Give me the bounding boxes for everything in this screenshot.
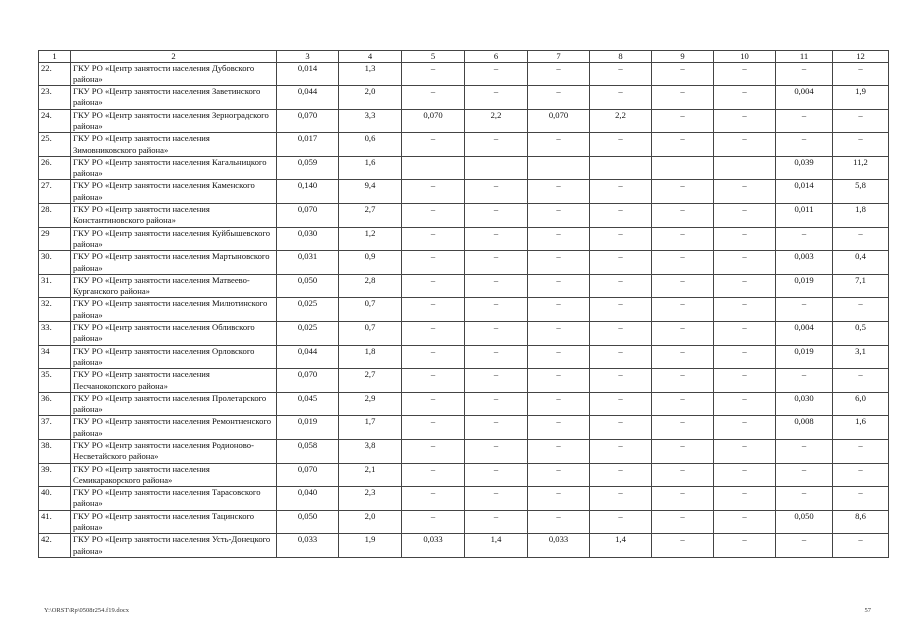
row-number-cell: 38. bbox=[39, 440, 71, 464]
value-cell: – bbox=[590, 298, 652, 322]
table-row bbox=[39, 369, 889, 393]
value-cell: – bbox=[590, 133, 652, 157]
table-row bbox=[39, 180, 889, 204]
value-cell: – bbox=[402, 440, 465, 464]
row-number-cell: 27. bbox=[39, 180, 71, 204]
value-cell: – bbox=[714, 392, 776, 416]
header-cell: 5 bbox=[402, 51, 465, 63]
value-cell bbox=[528, 156, 590, 180]
value-cell: – bbox=[714, 86, 776, 110]
value-cell: – bbox=[402, 487, 465, 511]
organization-name-cell: ГКУ РО «Центр занятости населения Каменского района» bbox=[71, 180, 277, 204]
value-cell: 2,1 bbox=[339, 463, 402, 487]
row-number-cell: 22. bbox=[39, 62, 71, 86]
value-cell: – bbox=[528, 440, 590, 464]
value-cell: – bbox=[652, 534, 714, 558]
value-cell: 0,044 bbox=[277, 345, 339, 369]
value-cell: 6,0 bbox=[833, 392, 889, 416]
value-cell: – bbox=[833, 298, 889, 322]
value-cell: 2,2 bbox=[465, 109, 528, 133]
table-row bbox=[39, 487, 889, 511]
value-cell: – bbox=[465, 133, 528, 157]
value-cell: – bbox=[714, 298, 776, 322]
value-cell: – bbox=[465, 62, 528, 86]
value-cell: 2,7 bbox=[339, 204, 402, 228]
value-cell: – bbox=[590, 204, 652, 228]
value-cell: – bbox=[402, 322, 465, 346]
table-row bbox=[39, 510, 889, 534]
header-cell: 7 bbox=[528, 51, 590, 63]
value-cell: 3,1 bbox=[833, 345, 889, 369]
value-cell: – bbox=[528, 62, 590, 86]
value-cell: 3,3 bbox=[339, 109, 402, 133]
organization-name-cell: ГКУ РО «Центр занятости населения Пролетарского района» bbox=[71, 392, 277, 416]
organization-name-cell: ГКУ РО «Центр занятости населения Тарасовского района» bbox=[71, 487, 277, 511]
value-cell: – bbox=[776, 109, 833, 133]
value-cell: – bbox=[776, 62, 833, 86]
value-cell: – bbox=[590, 463, 652, 487]
value-cell: 0,7 bbox=[339, 298, 402, 322]
value-cell: – bbox=[652, 62, 714, 86]
value-cell: 0,070 bbox=[277, 109, 339, 133]
value-cell: – bbox=[590, 274, 652, 298]
value-cell: 1,4 bbox=[590, 534, 652, 558]
value-cell: – bbox=[465, 298, 528, 322]
value-cell: – bbox=[590, 322, 652, 346]
header-cell: 6 bbox=[465, 51, 528, 63]
organization-name-cell: ГКУ РО «Центр занятости населения Тацинского района» bbox=[71, 510, 277, 534]
value-cell: – bbox=[652, 463, 714, 487]
row-number-cell: 36. bbox=[39, 392, 71, 416]
value-cell: – bbox=[776, 487, 833, 511]
value-cell bbox=[590, 156, 652, 180]
organization-name-cell: ГКУ РО «Центр занятости населения Константиновского района» bbox=[71, 204, 277, 228]
value-cell: – bbox=[776, 369, 833, 393]
value-cell: – bbox=[528, 86, 590, 110]
value-cell: – bbox=[652, 204, 714, 228]
value-cell: – bbox=[590, 416, 652, 440]
row-number-cell: 42. bbox=[39, 534, 71, 558]
table-row bbox=[39, 227, 889, 251]
header-cell: 8 bbox=[590, 51, 652, 63]
value-cell: – bbox=[590, 251, 652, 275]
value-cell: 1,6 bbox=[339, 156, 402, 180]
table-row bbox=[39, 298, 889, 322]
header-cell: 4 bbox=[339, 51, 402, 63]
value-cell: – bbox=[465, 227, 528, 251]
value-cell: – bbox=[652, 109, 714, 133]
table-row bbox=[39, 440, 889, 464]
value-cell: 0,044 bbox=[277, 86, 339, 110]
value-cell: – bbox=[528, 345, 590, 369]
value-cell: – bbox=[402, 62, 465, 86]
value-cell: – bbox=[465, 322, 528, 346]
value-cell: 0,030 bbox=[776, 392, 833, 416]
value-cell: 8,6 bbox=[833, 510, 889, 534]
table-row bbox=[39, 133, 889, 157]
value-cell: 7,1 bbox=[833, 274, 889, 298]
value-cell: – bbox=[528, 133, 590, 157]
header-cell: 10 bbox=[714, 51, 776, 63]
value-cell: 0,003 bbox=[776, 251, 833, 275]
value-cell: – bbox=[776, 534, 833, 558]
value-cell: – bbox=[776, 440, 833, 464]
value-cell: – bbox=[714, 274, 776, 298]
value-cell: – bbox=[465, 392, 528, 416]
value-cell: 0,025 bbox=[277, 298, 339, 322]
row-number-cell: 25. bbox=[39, 133, 71, 157]
value-cell: 0,5 bbox=[833, 322, 889, 346]
value-cell: 2,7 bbox=[339, 369, 402, 393]
value-cell: – bbox=[528, 392, 590, 416]
value-cell: – bbox=[833, 463, 889, 487]
value-cell: – bbox=[528, 322, 590, 346]
value-cell: 0,008 bbox=[776, 416, 833, 440]
row-number-cell: 40. bbox=[39, 487, 71, 511]
value-cell: – bbox=[714, 487, 776, 511]
value-cell: – bbox=[833, 109, 889, 133]
value-cell: – bbox=[590, 345, 652, 369]
value-cell: 0,070 bbox=[402, 109, 465, 133]
value-cell: 0,014 bbox=[277, 62, 339, 86]
value-cell: – bbox=[402, 369, 465, 393]
value-cell: 0,031 bbox=[277, 251, 339, 275]
value-cell: 0,7 bbox=[339, 322, 402, 346]
value-cell: – bbox=[528, 487, 590, 511]
value-cell: – bbox=[528, 298, 590, 322]
organization-name-cell: ГКУ РО «Центр занятости населения Усть-Донецкого района» bbox=[71, 534, 277, 558]
value-cell: 0,004 bbox=[776, 86, 833, 110]
value-cell: 1,8 bbox=[339, 345, 402, 369]
value-cell: – bbox=[590, 440, 652, 464]
row-number-cell: 39. bbox=[39, 463, 71, 487]
value-cell: – bbox=[714, 180, 776, 204]
value-cell: 0,040 bbox=[277, 487, 339, 511]
value-cell: 2,9 bbox=[339, 392, 402, 416]
value-cell: – bbox=[590, 392, 652, 416]
value-cell: 3,8 bbox=[339, 440, 402, 464]
table-row bbox=[39, 251, 889, 275]
value-cell: – bbox=[652, 251, 714, 275]
value-cell: 0,050 bbox=[277, 274, 339, 298]
value-cell: – bbox=[652, 227, 714, 251]
row-number-cell: 23. bbox=[39, 86, 71, 110]
value-cell bbox=[652, 156, 714, 180]
value-cell: 0,050 bbox=[776, 510, 833, 534]
value-cell: 0,050 bbox=[277, 510, 339, 534]
value-cell: – bbox=[714, 440, 776, 464]
value-cell: 1,9 bbox=[339, 534, 402, 558]
value-cell: 0,9 bbox=[339, 251, 402, 275]
table-row bbox=[39, 345, 889, 369]
header-cell: 2 bbox=[71, 51, 277, 63]
value-cell: 2,0 bbox=[339, 510, 402, 534]
table-row bbox=[39, 86, 889, 110]
value-cell: 0,019 bbox=[776, 274, 833, 298]
value-cell: – bbox=[528, 416, 590, 440]
value-cell: 1,2 bbox=[339, 227, 402, 251]
value-cell: – bbox=[465, 180, 528, 204]
value-cell: – bbox=[714, 416, 776, 440]
table-row bbox=[39, 416, 889, 440]
value-cell: – bbox=[528, 369, 590, 393]
value-cell: – bbox=[652, 369, 714, 393]
value-cell: – bbox=[590, 487, 652, 511]
value-cell: – bbox=[776, 227, 833, 251]
value-cell: – bbox=[590, 62, 652, 86]
value-cell: – bbox=[714, 109, 776, 133]
row-number-cell: 28. bbox=[39, 204, 71, 228]
value-cell: – bbox=[652, 392, 714, 416]
value-cell: 0,019 bbox=[277, 416, 339, 440]
value-cell: 5,8 bbox=[833, 180, 889, 204]
value-cell: – bbox=[833, 440, 889, 464]
organization-name-cell: ГКУ РО «Центр занятости населения Мартыновского района» bbox=[71, 251, 277, 275]
value-cell: – bbox=[402, 204, 465, 228]
value-cell: 1,4 bbox=[465, 534, 528, 558]
value-cell: – bbox=[402, 251, 465, 275]
value-cell: – bbox=[714, 62, 776, 86]
footer-file-path: Y:\ORST\Rp\0508r254.f19.docx bbox=[44, 607, 129, 614]
value-cell: 2,2 bbox=[590, 109, 652, 133]
table-body bbox=[39, 51, 889, 558]
table-row bbox=[39, 392, 889, 416]
row-number-cell: 33. bbox=[39, 322, 71, 346]
value-cell: – bbox=[402, 133, 465, 157]
value-cell: 0,030 bbox=[277, 227, 339, 251]
value-cell: – bbox=[402, 416, 465, 440]
value-cell: – bbox=[465, 463, 528, 487]
header-cell: 11 bbox=[776, 51, 833, 63]
value-cell: – bbox=[714, 463, 776, 487]
organization-name-cell: ГКУ РО «Центр занятости населения Орловского района» bbox=[71, 345, 277, 369]
value-cell bbox=[402, 156, 465, 180]
value-cell: – bbox=[590, 180, 652, 204]
value-cell: – bbox=[652, 298, 714, 322]
value-cell: – bbox=[402, 227, 465, 251]
organization-name-cell: ГКУ РО «Центр занятости населения Кагальницкого района» bbox=[71, 156, 277, 180]
header-cell: 9 bbox=[652, 51, 714, 63]
value-cell: – bbox=[652, 322, 714, 346]
value-cell: – bbox=[776, 463, 833, 487]
value-cell: – bbox=[465, 440, 528, 464]
value-cell: 0,033 bbox=[402, 534, 465, 558]
value-cell: – bbox=[833, 62, 889, 86]
value-cell: – bbox=[833, 487, 889, 511]
value-cell: – bbox=[714, 204, 776, 228]
value-cell: – bbox=[714, 534, 776, 558]
row-number-cell: 32. bbox=[39, 298, 71, 322]
organization-name-cell: ГКУ РО «Центр занятости населения Заветинского района» bbox=[71, 86, 277, 110]
value-cell: – bbox=[652, 180, 714, 204]
value-cell: – bbox=[465, 369, 528, 393]
organization-name-cell: ГКУ РО «Центр занятости населения Ремонтненского района» bbox=[71, 416, 277, 440]
value-cell: – bbox=[590, 510, 652, 534]
value-cell: – bbox=[528, 251, 590, 275]
organization-name-cell: ГКУ РО «Центр занятости населения Семикаракорского района» bbox=[71, 463, 277, 487]
value-cell: 0,004 bbox=[776, 322, 833, 346]
value-cell: – bbox=[465, 510, 528, 534]
value-cell: – bbox=[652, 510, 714, 534]
table-row bbox=[39, 463, 889, 487]
value-cell: – bbox=[714, 345, 776, 369]
value-cell: 1,9 bbox=[833, 86, 889, 110]
value-cell: – bbox=[714, 510, 776, 534]
value-cell: – bbox=[833, 369, 889, 393]
value-cell: – bbox=[652, 440, 714, 464]
value-cell: 0,033 bbox=[528, 534, 590, 558]
value-cell bbox=[465, 156, 528, 180]
row-number-cell: 41. bbox=[39, 510, 71, 534]
header-cell: 3 bbox=[277, 51, 339, 63]
value-cell: – bbox=[465, 416, 528, 440]
value-cell: – bbox=[714, 251, 776, 275]
header-cell: 1 bbox=[39, 51, 71, 63]
value-cell: 0,070 bbox=[528, 109, 590, 133]
value-cell: – bbox=[402, 510, 465, 534]
value-cell: 0,4 bbox=[833, 251, 889, 275]
value-cell: 1,6 bbox=[833, 416, 889, 440]
table-row bbox=[39, 109, 889, 133]
value-cell: 0,011 bbox=[776, 204, 833, 228]
table-row bbox=[39, 322, 889, 346]
organization-name-cell: ГКУ РО «Центр занятости населения Обливского района» bbox=[71, 322, 277, 346]
value-cell: 0,045 bbox=[277, 392, 339, 416]
value-cell: – bbox=[652, 487, 714, 511]
value-cell: – bbox=[528, 227, 590, 251]
organization-name-cell: ГКУ РО «Центр занятости населения Родионово-Несветайского района» bbox=[71, 440, 277, 464]
value-cell: – bbox=[833, 133, 889, 157]
row-number-cell: 31. bbox=[39, 274, 71, 298]
value-cell: 2,3 bbox=[339, 487, 402, 511]
value-cell: – bbox=[652, 416, 714, 440]
value-cell: 0,070 bbox=[277, 204, 339, 228]
value-cell: – bbox=[776, 133, 833, 157]
value-cell bbox=[714, 156, 776, 180]
value-cell: 0,140 bbox=[277, 180, 339, 204]
value-cell: – bbox=[528, 274, 590, 298]
value-cell: – bbox=[465, 204, 528, 228]
value-cell: – bbox=[714, 322, 776, 346]
value-cell: – bbox=[465, 487, 528, 511]
value-cell: – bbox=[465, 274, 528, 298]
value-cell: 0,070 bbox=[277, 463, 339, 487]
value-cell: – bbox=[465, 345, 528, 369]
value-cell: – bbox=[590, 369, 652, 393]
header-cell: 12 bbox=[833, 51, 889, 63]
value-cell: – bbox=[714, 227, 776, 251]
value-cell: 1,8 bbox=[833, 204, 889, 228]
value-cell: – bbox=[590, 86, 652, 110]
value-cell: – bbox=[402, 463, 465, 487]
table-header-row bbox=[39, 51, 889, 63]
value-cell: – bbox=[402, 298, 465, 322]
value-cell: 0,014 bbox=[776, 180, 833, 204]
value-cell: – bbox=[402, 86, 465, 110]
value-cell: 0,039 bbox=[776, 156, 833, 180]
table-row bbox=[39, 274, 889, 298]
row-number-cell: 29 bbox=[39, 227, 71, 251]
value-cell: 1,7 bbox=[339, 416, 402, 440]
value-cell: – bbox=[465, 86, 528, 110]
table-row bbox=[39, 534, 889, 558]
value-cell: – bbox=[528, 180, 590, 204]
value-cell: – bbox=[402, 180, 465, 204]
organization-name-cell: ГКУ РО «Центр занятости населения Матвеево-Курганского района» bbox=[71, 274, 277, 298]
value-cell: 0,058 bbox=[277, 440, 339, 464]
value-cell: – bbox=[590, 227, 652, 251]
value-cell: – bbox=[652, 274, 714, 298]
value-cell: 2,0 bbox=[339, 86, 402, 110]
value-cell: 11,2 bbox=[833, 156, 889, 180]
table-row bbox=[39, 204, 889, 228]
value-cell: 0,059 bbox=[277, 156, 339, 180]
organization-name-cell: ГКУ РО «Центр занятости населения Песчанокопского района» bbox=[71, 369, 277, 393]
row-number-cell: 30. bbox=[39, 251, 71, 275]
value-cell: – bbox=[833, 534, 889, 558]
value-cell: 2,8 bbox=[339, 274, 402, 298]
data-table bbox=[38, 50, 889, 558]
organization-name-cell: ГКУ РО «Центр занятости населения Куйбышевского района» bbox=[71, 227, 277, 251]
value-cell: 0,025 bbox=[277, 322, 339, 346]
organization-name-cell: ГКУ РО «Центр занятости населения Зерноградского района» bbox=[71, 109, 277, 133]
row-number-cell: 35. bbox=[39, 369, 71, 393]
organization-name-cell: ГКУ РО «Центр занятости населения Дубовского района» bbox=[71, 62, 277, 86]
organization-name-cell: ГКУ РО «Центр занятости населения Милютинского района» bbox=[71, 298, 277, 322]
value-cell: – bbox=[402, 274, 465, 298]
organization-name-cell: ГКУ РО «Центр занятости населения Зимовниковского района» bbox=[71, 133, 277, 157]
value-cell: 1,3 bbox=[339, 62, 402, 86]
footer-page-number: 57 bbox=[864, 607, 871, 614]
value-cell: – bbox=[714, 133, 776, 157]
row-number-cell: 24. bbox=[39, 109, 71, 133]
value-cell: – bbox=[833, 227, 889, 251]
row-number-cell: 26. bbox=[39, 156, 71, 180]
value-cell: 0,070 bbox=[277, 369, 339, 393]
table-row bbox=[39, 156, 889, 180]
value-cell: – bbox=[402, 345, 465, 369]
value-cell: – bbox=[402, 392, 465, 416]
value-cell: 0,019 bbox=[776, 345, 833, 369]
value-cell: 0,033 bbox=[277, 534, 339, 558]
value-cell: – bbox=[528, 204, 590, 228]
table-row bbox=[39, 62, 889, 86]
value-cell: – bbox=[714, 369, 776, 393]
value-cell: – bbox=[652, 86, 714, 110]
value-cell: – bbox=[465, 251, 528, 275]
value-cell: – bbox=[652, 345, 714, 369]
row-number-cell: 34 bbox=[39, 345, 71, 369]
value-cell: 9,4 bbox=[339, 180, 402, 204]
value-cell: 0,6 bbox=[339, 133, 402, 157]
value-cell: – bbox=[776, 298, 833, 322]
value-cell: – bbox=[528, 510, 590, 534]
row-number-cell: 37. bbox=[39, 416, 71, 440]
value-cell: 0,017 bbox=[277, 133, 339, 157]
value-cell: – bbox=[652, 133, 714, 157]
value-cell: – bbox=[528, 463, 590, 487]
